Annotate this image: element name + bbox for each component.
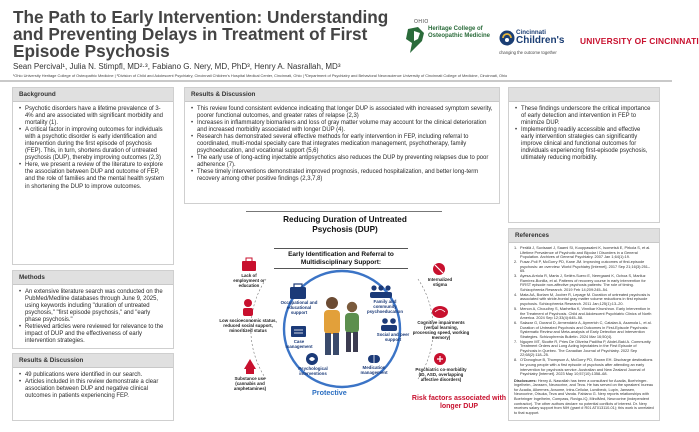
- author-list: Sean Percival¹, Julia N. Stimpfl, MD²·³, Fabiano G. Nery, MD, PhD³, Henry A. Nasrallah, MD³: [13, 62, 341, 71]
- methods-heading: Methods: [13, 271, 173, 285]
- results-left-panel: [12, 353, 174, 421]
- results-center-panel: [184, 87, 500, 204]
- reference-item: 8. O'Donoghue B, Thompson A, McGorry PD, Brown EH. Discharge destinations for young people with a first episode of psychosis after attending an early intervention for psychosis service. Australian and New Zealand Journal of Psychiatry [Internet]. 2023 May 10;57(10):1358–68.: [514, 358, 653, 377]
- cincinnati-wordmark: Cincinnati: [516, 29, 546, 36]
- reference-item: 2. Fusar-Poli P, McGorry PD, Kane JM. Improving outcomes of first-episode psychosis: an overview. World Psychiatry [Internet]. 2017 Sep 21;16(3):251–65.: [514, 260, 651, 274]
- low-ses-icon: [243, 299, 253, 316]
- references-list: [514, 246, 654, 377]
- background-panel: [12, 87, 174, 265]
- methods-bullet: • Retrieved articles were reviewed for relevance to the impact of DUP and the effectiveness of early intervention strategies.: [19, 324, 167, 345]
- background-bullet: • A critical factor in improving outcomes for individuals with a psychotic disorder is early identification and intervention during the first episode of psychosis (FEP). This, in turn, shortens duration of untreated psychosis (DUP), thereby improving outcomes (2,3): [19, 127, 167, 162]
- psychological-interventions-label: Psychological interventions: [298, 366, 328, 376]
- results-left-list: [19, 372, 167, 400]
- results-left-heading: Results & Discussion: [13, 354, 173, 368]
- reference-item: 1. Perälä J, Suvisaari J, Saarni SI, Kuoppasalmi K, Isometsä E, Pirkola S, et al. Lifetime Prevalence of Psychotic and Bipolar I Disorders in a General Population. Archives of General Psychiatry. 2007 Jan 1;64(1):19.: [514, 246, 651, 260]
- internalized-stigma-icon: [433, 263, 445, 275]
- cincinnati-childrens-logo: [499, 25, 569, 63]
- methods-panel: [12, 270, 174, 349]
- background-heading: Background: [13, 88, 173, 102]
- reference-item: 3. Ayesa-Arriola R, Marta J, Setién-Suero E, Neergaard K, Ochoa S, Mariluz Ramírez-Bonilla, et al. Patterns of recovery course in early intervention for FIRST episode non-affective psychosis patients: The role of timing. Schizophrenia Research. 2019 Feb 14;209:245–54.: [514, 274, 646, 292]
- results-center-bullet: • Research has demonstrated several effective methods for early intervention in FEP, including referral to coordinated, multi-modal specialty care that integrates medication management, psychotherapy, family psychoeducation, and vocational support (5,6): [191, 134, 493, 155]
- family-psychoeducation-label: Family and community psychoeducation: [366, 299, 404, 314]
- diagram-subtitle: Early Identification and Referral to Multidisciplinary Support:: [274, 248, 408, 269]
- case-management-icon: [291, 326, 306, 337]
- low-ses-label: Low socioeconomic status, reduced social support, minoritized status: [219, 318, 277, 333]
- results-center-bullet: • These timely interventions demonstrated improved prognosis, reduced hospitalization, and better long-term recovery among other positive findings (2,3,7,8): [191, 169, 493, 183]
- medication-management-label: Medication management: [360, 365, 388, 375]
- conclusion-heading: [509, 88, 659, 102]
- results-center-heading: Results & Discussion: [185, 88, 499, 102]
- lack-employment-icon: [242, 258, 256, 271]
- ohio-heritage-logo: [404, 19, 490, 63]
- reference-item: 6. Salazar G, Durand D, Armendáriz A, Aymerich C, Catalan A, Asamola L, et al. Duration of Untreated Psychosis and Outcomes in First-Episode Psychosis: Systematic Review and Meta-analysis of Early Detection and Intervention Strategies. Schizophrenia Bulletin. 2024 Mar 16;50(4).: [514, 320, 652, 339]
- psychiatric-comorbidity-label: Psychiatric co-morbidity (ID, ASD, overlapping affective disorders): [415, 367, 467, 382]
- background-bullet: • Here, we present a review of the literature to explore the association between DUP and outcome of FEP, and the role of families and the mental health system in shortening the DUP to improve outcomes.: [19, 162, 167, 190]
- social-support-label: Social and peer support: [376, 332, 410, 342]
- header-divider: [0, 80, 672, 82]
- references-panel: [508, 228, 660, 421]
- psychiatric-comorbidity-icon: [434, 353, 446, 365]
- affiliations: ¹Ohio University Heritage College of Osteopathic Medicine | ²Division of Child and Adolescent Psychiatry, Cincinnati Children's Hospital Medical Center, Cincinnati, Ohio | ³Department of Psychiatry and Behavioral Neuroscience University of Cincinnati College of Medicine, Cincinnati, Ohio: [13, 73, 508, 78]
- university-of-cincinnati-logo: [580, 28, 699, 54]
- medication-management-icon: [368, 355, 380, 363]
- childrens-tagline: changing the outcome together: [499, 50, 557, 55]
- methods-list: [19, 289, 167, 345]
- risk-factors-label: Risk factors associated with longer DUP: [411, 395, 507, 410]
- cognitive-impairment-icon: [432, 306, 448, 318]
- results-center-bullet: • This review found consistent evidence indicating that longer DUP is associated with increased symptom severity, poorer functional outcomes, and greater rates of relapse (2,3): [191, 106, 493, 120]
- uc-wordmark: UNIVERSITY OF CINCINNATI: [580, 36, 699, 46]
- results-center-bullet: • The early use of long-acting injectable antipsychotics also reduces the DUP by preventing relapses due to poor adherence (7).: [191, 155, 493, 169]
- ohio-wordmark: OHIO: [414, 19, 429, 25]
- background-bullet: • Psychotic disorders have a lifetime prevalence of 3-4% and are associated with significant morbidity and mortality (1).: [19, 106, 167, 127]
- diagram-title: Reducing Duration of Untreated Psychosis (DUP): [283, 215, 407, 234]
- internalized-stigma-label: Internalized stigma: [427, 277, 453, 287]
- substance-use-label: Substance use (cannabis and amphetamines): [233, 376, 267, 391]
- social-support-icon: [381, 318, 397, 331]
- reference-item: 5. Menon A, Choudhry S, Marhefka K, Vinnikar Khurshrun. Early Intervention in the Treatment of Psychosis. Child and Adolescent Psychiatric Clinics of North America. 2024 Sep 12;33(4):645–58.: [514, 306, 652, 321]
- background-list: [19, 106, 167, 191]
- methods-bullet: • An extensive literature search was conducted on the PubMed/Medline databases through June 9, 2025, using keywords including "duration of untreated psychosis," "first episode psychosis," and "early phase psychosis.": [19, 289, 167, 324]
- family-psychoeducation-icon: [370, 285, 392, 298]
- dup-diagram: [184, 209, 507, 419]
- lack-employment-label: Lack of employment or education: [233, 273, 265, 288]
- conclusion-bullet: • These findings underscore the critical importance of early detection and intervention in FEP to minimize DUP.: [515, 106, 653, 127]
- cincinnati-childrens-mark-icon: [499, 30, 515, 46]
- psychological-interventions-icon: [306, 353, 318, 365]
- results-center-bullet: • Increases in inflammatory biomarkers and loss of gray matter volume may account for the clinical deterioration and increased morbidity associated with longer DUP (4).: [191, 120, 493, 134]
- disclosures-text: Henry A. Nasrallah has been a consultant for Acadia, Boehringer-Ingelheim, Janssen, Neurocrine, and Teva. He has served on the speakers' bureau for Acadia, Alkermes, Axsome, Intra-Cellular, Lundbeck, Lupin, Janssen, Neurocrine, Otsuka, Teva and Vanda. Fabiano G. Nery reports relationships with Boehringer Ingelheim, Compass, Rovigo-IQ, MindMed, Neurocrine (independent contractor). The other authors declare no potential conflicts of interest. Dr. Nery receives salary support from NIH (grant # R01 AT013110-01); this work is unrelated to that support.: [514, 378, 654, 415]
- conclusion-panel: [508, 87, 660, 223]
- conclusion-list: [515, 106, 653, 162]
- results-center-list: [191, 106, 493, 184]
- ohio-bird-icon: [404, 25, 428, 55]
- heritage-college-name: Heritage College of Osteopathic Medicine: [428, 26, 491, 39]
- case-management-label: Case management: [285, 339, 313, 349]
- reference-item: 7. Nguyen MT, Sicotte R, Pries De Oliveira Padilha P, Abdel-Baki A. Community Treatment Orders and Long Acting Injectables in the First Episode of Psychosis in Quebec. The Canadian Journal of Psychiatry. 2022 Sep 22;68(2):118–25.: [514, 339, 651, 358]
- results-left-bullet: • 49 publications were identified in our search.: [19, 372, 167, 379]
- protective-label: Protective: [312, 388, 347, 397]
- poster-title: The Path to Early Intervention: Understanding and Preventing Delays in Treatment of First Episode Psychosis: [13, 7, 389, 61]
- results-left-bullet: • Articles included in this review demonstrate a clear association between DUP and negative clinical outcomes in patients experiencing FEP.: [19, 379, 167, 400]
- disclosures-label: Disclosures:: [514, 378, 537, 383]
- conclusion-bullet: • Implementing readily accessible and effective early intervention strategies can significantly improve clinical and functional outcomes for individuals experiencing first-episode psychosis, ultimately reducing morbidity.: [515, 127, 653, 162]
- patient-family-icon: [324, 297, 359, 355]
- references-heading: References: [509, 229, 659, 243]
- reference-item: 4. Mata AA, Borlam M, Joober R, Lepage M. Duration of untreated psychosis is associated with stride-frontal gray matter volume reductions in first episode psychosis. Schizophrenia Research. 2011 Jan;125(1):13–20.: [514, 292, 651, 307]
- substance-use-icon: [244, 359, 256, 374]
- disclosures: [514, 379, 654, 416]
- occupational-support-label: Occupational and educational support: [280, 300, 318, 315]
- childrens-wordmark: Children's: [516, 35, 565, 46]
- cognitive-impairment-label: Cognitive impairments (verbal learning, processing speed, working memory): [412, 320, 470, 340]
